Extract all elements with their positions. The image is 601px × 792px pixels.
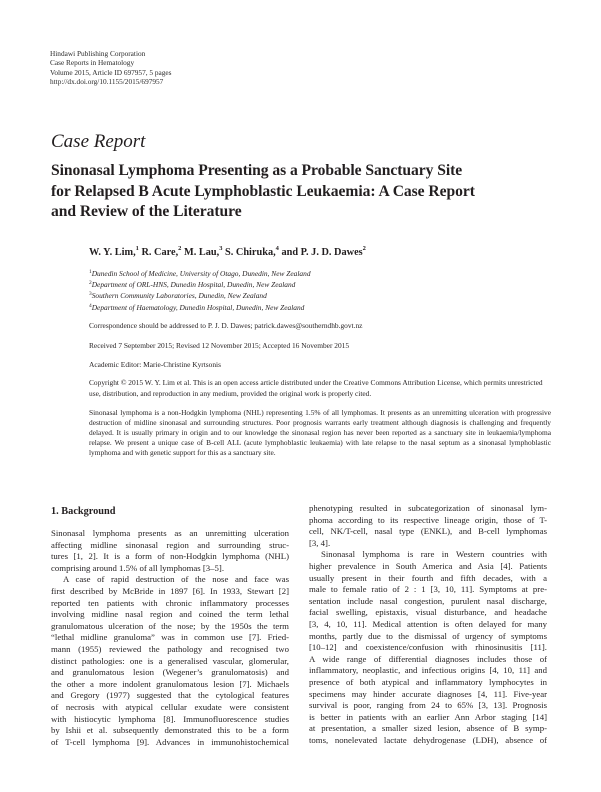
text-line: and granulomatous lesion (Wegener’s granulomatosis) and: [51, 667, 289, 678]
text-line: A wide range of differential diagnoses includes those of: [309, 653, 547, 664]
author-affil-ref: 2: [362, 245, 366, 252]
text-line: by Ishii et al. subsequently demonstrated this to be a form: [51, 725, 289, 736]
author-affil-ref: 3: [219, 245, 223, 252]
right-column: [309, 503, 547, 746]
text-line: A case of rapid destruction of the nose and face was: [63, 574, 289, 585]
text-line: the other a more indolent granulomatous lesion [7]. Michaels: [51, 678, 289, 689]
text-line: phenotyping resulted in subcategorization of sinonasal lym-: [309, 503, 547, 513]
text-line: involving midline nasal region and coined the term lethal: [51, 609, 289, 620]
text-line: sentation include nasal congestion, purulent nasal discharge,: [309, 595, 547, 606]
text-line: survival is poor, ranging from 24 to 65% [3, 13]. Prognosis: [309, 700, 547, 711]
text-line: of T-cell lymphoma [9]. Advances in immunohistochemical: [51, 736, 289, 747]
author-name: M. Lau,: [184, 247, 220, 258]
text-line: higher prevalence in South America and Asia [4]. Patients: [309, 560, 547, 571]
title-line: and Review of the Literature: [51, 203, 242, 220]
author-affil-ref: 4: [275, 245, 279, 252]
text-line: first described by McBride in 1897 [6]. In 1933, Stewart [2]: [51, 585, 289, 596]
text-line: distinct pathologies: one is a generalised vascular, glomerular,: [51, 655, 289, 666]
journal-header: [50, 49, 171, 86]
abstract: Sinonasal lymphoma is a non-Hodgkin lymphoma (NHL) representing 1.5% of all lymphomas. It presents as an unremitting ulceration with progressive destruction of midline sinonasal and surrounding structures. Poor prognosis warrants early treatment although diagnosis is challenging and frequently delayed. It is usually primary in origin and to our knowledge the sinonasal region has never been reported as a sanctuary site in leukaemia/lymphoma relapse. We present a unique case of B-cell ALL (acute lymphoblastic leukaemia) with late relapse to the nasal septum as a sinonasal lymphoblastic lymphoma and with genetic support for this as a sanctuary site.: [89, 408, 551, 457]
doi-link[interactable]: http://dx.doi.org/10.1155/2015/697957: [50, 76, 164, 86]
left-column: [51, 528, 289, 748]
author-name: S. Chiruka,: [225, 247, 276, 258]
text-line: [3, 4].: [309, 537, 331, 548]
title-line: for Relapsed B Acute Lymphoblastic Leukaemia: A Case Report: [51, 182, 475, 200]
author-affil-ref: 2: [178, 245, 182, 252]
section-heading: 1. Background: [51, 506, 116, 517]
affiliation: $^3$Southern Community Laboratories, Dunedin, New Zealand: [89, 291, 267, 301]
publisher: Hindawi Publishing Corporation: [50, 49, 146, 58]
academic-editor: Academic Editor: Marie-Christine Kyrtsonis: [89, 360, 221, 369]
text-line: at presentation, a smaller sized lesion, absence of B symp-: [309, 723, 547, 734]
text-line: male to female ratio of 2 : 1 [3, 10, 11]. Symptoms at pre-: [309, 584, 547, 595]
author-name: W. Y. Lim,: [89, 247, 136, 258]
text-line: reported ten patients with chronic inflammatory processes: [51, 597, 289, 608]
text-line: cell, NK/T-cell, nasal type (ENKL), and B-cell lymphomas: [309, 526, 547, 537]
author-name: R. Care,: [141, 247, 179, 258]
text-line: Sinonasal lymphoma is rare in Western countries with: [321, 549, 547, 560]
journal-name: Case Reports in Hematology: [50, 58, 135, 68]
text-line: with histiocytic lymphoma [8]. Immunofluorescence studies: [51, 713, 289, 724]
affiliation: $^2$Department of ORL-HNS, Dunedin Hospital, Dunedin, New Zealand: [89, 280, 296, 290]
title-line: Sinonasal Lymphoma Presenting as a Probable Sanctuary Site: [51, 162, 463, 179]
text-line: [10–12] and coexistence/confusion with rhinosinusitis [11].: [309, 642, 547, 653]
article-type: Case Report: [51, 131, 146, 152]
publication-dates: Received 7 September 2015; Revised 12 November 2015; Accepted 16 November 2015: [89, 341, 350, 350]
text-line: of necrosis with atypical cellular exudate were consistent: [51, 701, 289, 712]
volume-info: Volume 2015, Article ID 697957, 5 pages: [50, 67, 172, 77]
author-affil-ref: 1: [135, 245, 139, 252]
text-line: “lethal midline granuloma” was in common use [7]. Fried-: [51, 632, 289, 643]
text-line: comprising around 1.5% of all lymphomas [3–5].: [51, 562, 225, 573]
text-line: [3, 4, 10, 11]. Medical attention is often delayed for many: [309, 618, 547, 629]
text-line: mann (1955) reviewed the pathology and recognised two: [51, 643, 289, 654]
text-line: affecting midline sinonasal region and surrounding struc-: [51, 539, 289, 550]
text-line: presence of both atypical and inflammatory lymphocytes in: [309, 676, 547, 687]
affiliations: [89, 268, 311, 313]
article-title: [51, 161, 571, 223]
author-name: and P. J. D. Dawes: [281, 247, 363, 258]
author-list: [89, 247, 366, 258]
text-line: Sinonasal lymphoma presents as an unremitting ulceration: [51, 528, 289, 538]
affiliation: $^4$Department of Haematology, Dunedin Hospital, Dunedin, New Zealand: [89, 302, 305, 312]
correspondence: Correspondence should be addressed to P. J. D. Dawes; patrick.dawes@southerndhb.govt.nz: [89, 321, 363, 330]
text-line: tures [1, 2]. It is a form of non-Hodgkin lymphoma (NHL): [51, 551, 289, 562]
text-line: inflammatory, neoplastic, and infectious origins [4, 10, 11] and: [309, 665, 547, 676]
text-line: months, partly due to the dismissal of urgency of symptoms: [309, 630, 547, 641]
text-line: granulomatous ulceration of the nose; by the 1950s the term: [51, 620, 289, 631]
text-line: phoma according to its respective lineage origin, those of T-: [309, 514, 547, 525]
text-line: is better in patients with an earlier Ann Arbor staging [14]: [309, 711, 547, 722]
text-line: specimens may hinder accurate diagnoses [4, 11]. Five-year: [309, 688, 547, 699]
copyright-notice: Copyright © 2015 W. Y. Lim et al. This is an open access article distributed under the Creative Commons Attribution License, which permits unrestricted use, distribution, and reproduction in any medium, provided the original work is properly cited.: [89, 378, 543, 398]
text-line: and Gregory (1977) suggested that the cytological features: [51, 690, 289, 701]
text-line: usually present in their fourth and fifth decades, with a: [309, 572, 547, 583]
affiliation: $^1$Dunedin School of Medicine, University of Otago, Dunedin, New Zealand: [89, 269, 311, 278]
text-line: facial swelling, epistaxis, visual disturbance, and headache: [309, 607, 547, 618]
text-line: toms, nonelevated lactate dehydrogenase (LDH), absence of: [309, 734, 547, 745]
